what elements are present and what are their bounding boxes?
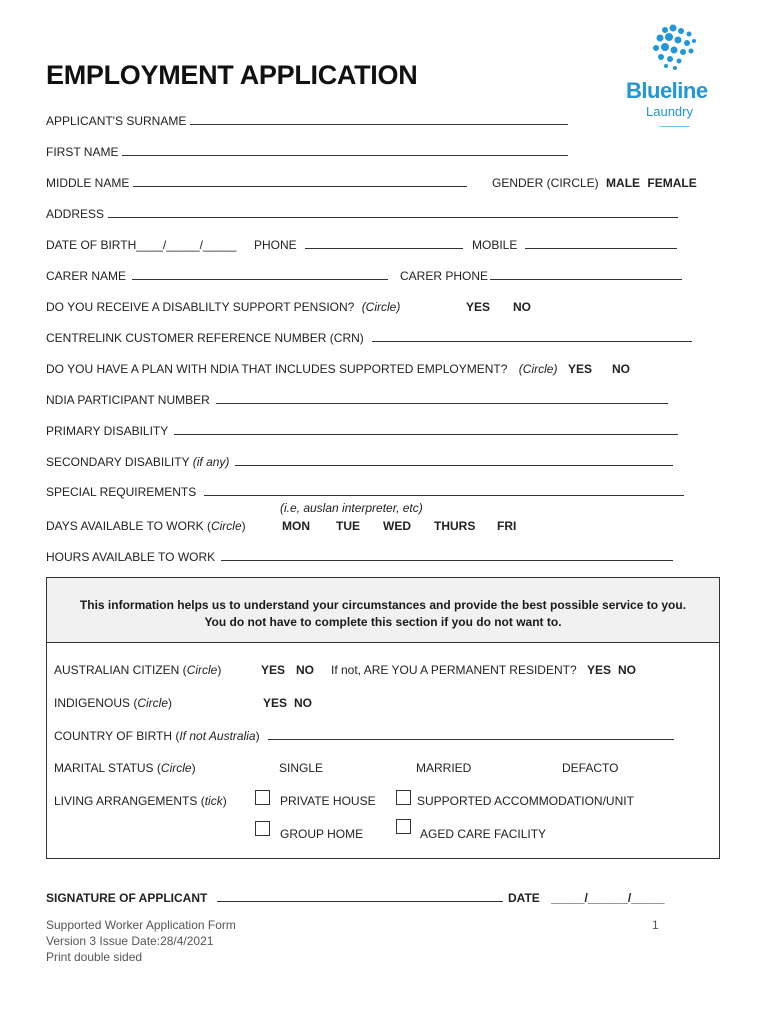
ndia-circle-hint: (Circle): [518, 362, 558, 376]
first-name-label: FIRST NAME: [46, 145, 119, 159]
surname-input[interactable]: [190, 114, 568, 125]
footer-print-note: Print double sided: [46, 950, 143, 964]
gender-label: GENDER (CIRCLE): [492, 176, 599, 190]
supported-accommodation-checkbox[interactable]: [396, 790, 411, 805]
signature-row: [46, 891, 503, 905]
primary-disability-label: PRIMARY DISABILITY: [46, 424, 169, 438]
page-number: 1: [652, 918, 659, 932]
blueline-logo: [618, 22, 734, 132]
ndia-number-input[interactable]: [216, 393, 668, 404]
indigenous-label-text: INDIGENOUS (: [54, 696, 138, 710]
signature-input[interactable]: [217, 891, 503, 902]
special-requirements-input[interactable]: [204, 485, 684, 496]
special-requirements-hint: (i.e, auslan interpreter, etc): [280, 501, 423, 515]
day-wed-option[interactable]: WED: [383, 519, 411, 533]
indigenous-close-paren: ): [168, 696, 173, 710]
logo-wordmark: Blueline: [626, 78, 708, 103]
surname-label: APPLICANT'S SURNAME: [46, 114, 187, 128]
secondary-disability-row: [46, 455, 673, 469]
private-house-label: PRIVATE HOUSE: [280, 794, 376, 808]
mobile-input[interactable]: [525, 238, 677, 249]
resident-yes-option[interactable]: YES: [587, 663, 612, 677]
ndia-row: [46, 362, 557, 376]
day-tue-option[interactable]: TUE: [336, 519, 360, 533]
optional-note-line2: You do not have to complete this section if you do not want to.: [204, 615, 562, 629]
crn-label: CENTRELINK CUSTOMER REFERENCE NUMBER (CRN): [46, 331, 364, 345]
resident-no-option[interactable]: NO: [618, 663, 636, 677]
first-name-row: [46, 145, 568, 159]
optional-note-line1: This information helps us to understand your circumstances and provide the best possible service to you.: [79, 598, 687, 612]
logo-divider: [660, 126, 690, 127]
dob-row: [46, 238, 236, 252]
day-thurs-option[interactable]: THURS: [434, 519, 476, 533]
marital-close-paren: ): [191, 761, 196, 775]
marital-circle-hint: Circle: [160, 761, 192, 775]
footer-form-name: Supported Worker Application Form: [46, 918, 236, 932]
country-hint: If not Australia: [179, 729, 256, 743]
optional-section: [46, 643, 720, 859]
indigenous-circle-hint: Circle: [137, 696, 169, 710]
phone-input[interactable]: [305, 238, 463, 249]
page-title: EMPLOYMENT APPLICATION: [46, 60, 418, 90]
carer-name-label: CARER NAME: [46, 269, 127, 283]
marital-label-text: MARITAL STATUS (: [54, 761, 161, 775]
living-close-paren: ): [222, 794, 227, 808]
living-label-text: LIVING ARRANGEMENTS (: [54, 794, 205, 808]
days-label: DAYS AVAILABLE TO WORK (: [46, 519, 211, 533]
signature-label: SIGNATURE OF APPLICANT: [46, 891, 208, 905]
marital-label: [54, 761, 196, 775]
middle-name-row: [46, 176, 467, 190]
dsp-row: [46, 300, 400, 314]
ndia-yes-option[interactable]: YES: [568, 362, 593, 376]
country-label: COUNTRY OF BIRTH (: [54, 729, 180, 743]
dsp-circle-hint: (Circle): [361, 300, 401, 314]
primary-disability-row: [46, 424, 678, 438]
country-row: [54, 729, 674, 743]
secondary-disability-input[interactable]: [235, 455, 673, 466]
days-close-paren: ): [241, 519, 246, 533]
days-circle-hint: Circle: [210, 519, 242, 533]
mobile-row: [472, 238, 677, 252]
middle-name-input[interactable]: [133, 176, 467, 187]
private-house-checkbox[interactable]: [255, 790, 270, 805]
dsp-question: DO YOU RECEIVE A DISABLILTY SUPPORT PENSION?: [46, 300, 355, 314]
crn-input[interactable]: [372, 331, 692, 342]
crn-row: [46, 331, 692, 345]
indigenous-label: [54, 696, 172, 710]
address-label: ADDRESS: [46, 207, 105, 221]
indigenous-yes-option[interactable]: YES: [263, 696, 288, 710]
ndia-question: DO YOU HAVE A PLAN WITH NDIA THAT INCLUDES SUPPORTED EMPLOYMENT?: [46, 362, 508, 376]
primary-disability-input[interactable]: [174, 424, 678, 435]
days-row: [46, 519, 246, 533]
carer-phone-input[interactable]: [490, 269, 682, 280]
dsp-yes-option[interactable]: YES: [466, 300, 491, 314]
hours-label: HOURS AVAILABLE TO WORK: [46, 550, 216, 564]
gender-female-option[interactable]: FEMALE: [647, 176, 697, 190]
date-row: [508, 891, 665, 905]
day-fri-option[interactable]: FRI: [497, 519, 517, 533]
carer-phone-row: [400, 269, 682, 283]
indigenous-no-option[interactable]: NO: [294, 696, 312, 710]
gender-male-option[interactable]: MALE: [606, 176, 641, 190]
supported-accommodation-label: SUPPORTED ACCOMMODATION/UNIT: [417, 794, 634, 808]
citizen-yes-option[interactable]: YES: [261, 663, 286, 677]
citizen-circle-hint: Circle: [186, 663, 218, 677]
first-name-input[interactable]: [122, 145, 568, 156]
date-input[interactable]: _____/______/_____: [551, 891, 665, 905]
address-row: [46, 207, 678, 221]
phone-label: PHONE: [254, 238, 297, 252]
gender-row: [492, 176, 697, 190]
mobile-label: MOBILE: [472, 238, 518, 252]
group-home-checkbox[interactable]: [255, 821, 270, 836]
citizen-close-paren: ): [217, 663, 222, 677]
ndia-no-option[interactable]: NO: [612, 362, 630, 376]
surname-row: [46, 114, 568, 128]
day-mon-option[interactable]: MON: [282, 519, 310, 533]
carer-phone-label: CARER PHONE: [400, 269, 489, 283]
bubbles-icon: [618, 22, 734, 78]
aged-care-checkbox[interactable]: [396, 819, 411, 834]
resident-question: If not, ARE YOU A PERMANENT RESIDENT?: [331, 663, 577, 677]
marital-single-option[interactable]: SINGLE: [279, 761, 324, 775]
dob-field[interactable]: DATE OF BIRTH____/_____/_____: [46, 238, 237, 252]
marital-married-option[interactable]: MARRIED: [416, 761, 472, 775]
country-input[interactable]: [268, 729, 674, 740]
ndia-number-label: NDIA PARTICIPANT NUMBER: [46, 393, 210, 407]
secondary-disability-hint: (if any): [192, 455, 230, 469]
special-requirements-row: [46, 485, 684, 499]
optional-section-note: [46, 577, 720, 643]
country-close-paren: ): [255, 729, 260, 743]
citizen-no-option[interactable]: NO: [296, 663, 314, 677]
middle-name-label: MIDDLE NAME: [46, 176, 130, 190]
dsp-no-option[interactable]: NO: [513, 300, 531, 314]
logo-subtitle: Laundry: [646, 104, 693, 119]
special-requirements-label: SPECIAL REQUIREMENTS: [46, 485, 197, 499]
group-home-label: GROUP HOME: [280, 827, 364, 841]
address-input[interactable]: [108, 207, 678, 218]
hours-row: [46, 550, 673, 564]
citizen-label-text: AUSTRALIAN CITIZEN (: [54, 663, 187, 677]
secondary-disability-label: SECONDARY DISABILITY: [46, 455, 190, 469]
carer-name-row: [46, 269, 388, 283]
footer-version: Version 3 Issue Date:28/4/2021: [46, 934, 214, 948]
phone-row: [254, 238, 463, 252]
ndia-number-row: [46, 393, 668, 407]
date-label: DATE: [508, 891, 540, 905]
hours-input[interactable]: [221, 550, 673, 561]
aged-care-label: AGED CARE FACILITY: [420, 827, 547, 841]
marital-defacto-option[interactable]: DEFACTO: [562, 761, 619, 775]
living-tick-hint: tick: [204, 794, 223, 808]
living-label: [54, 794, 227, 808]
carer-name-input[interactable]: [132, 269, 388, 280]
citizen-label: [54, 663, 221, 677]
